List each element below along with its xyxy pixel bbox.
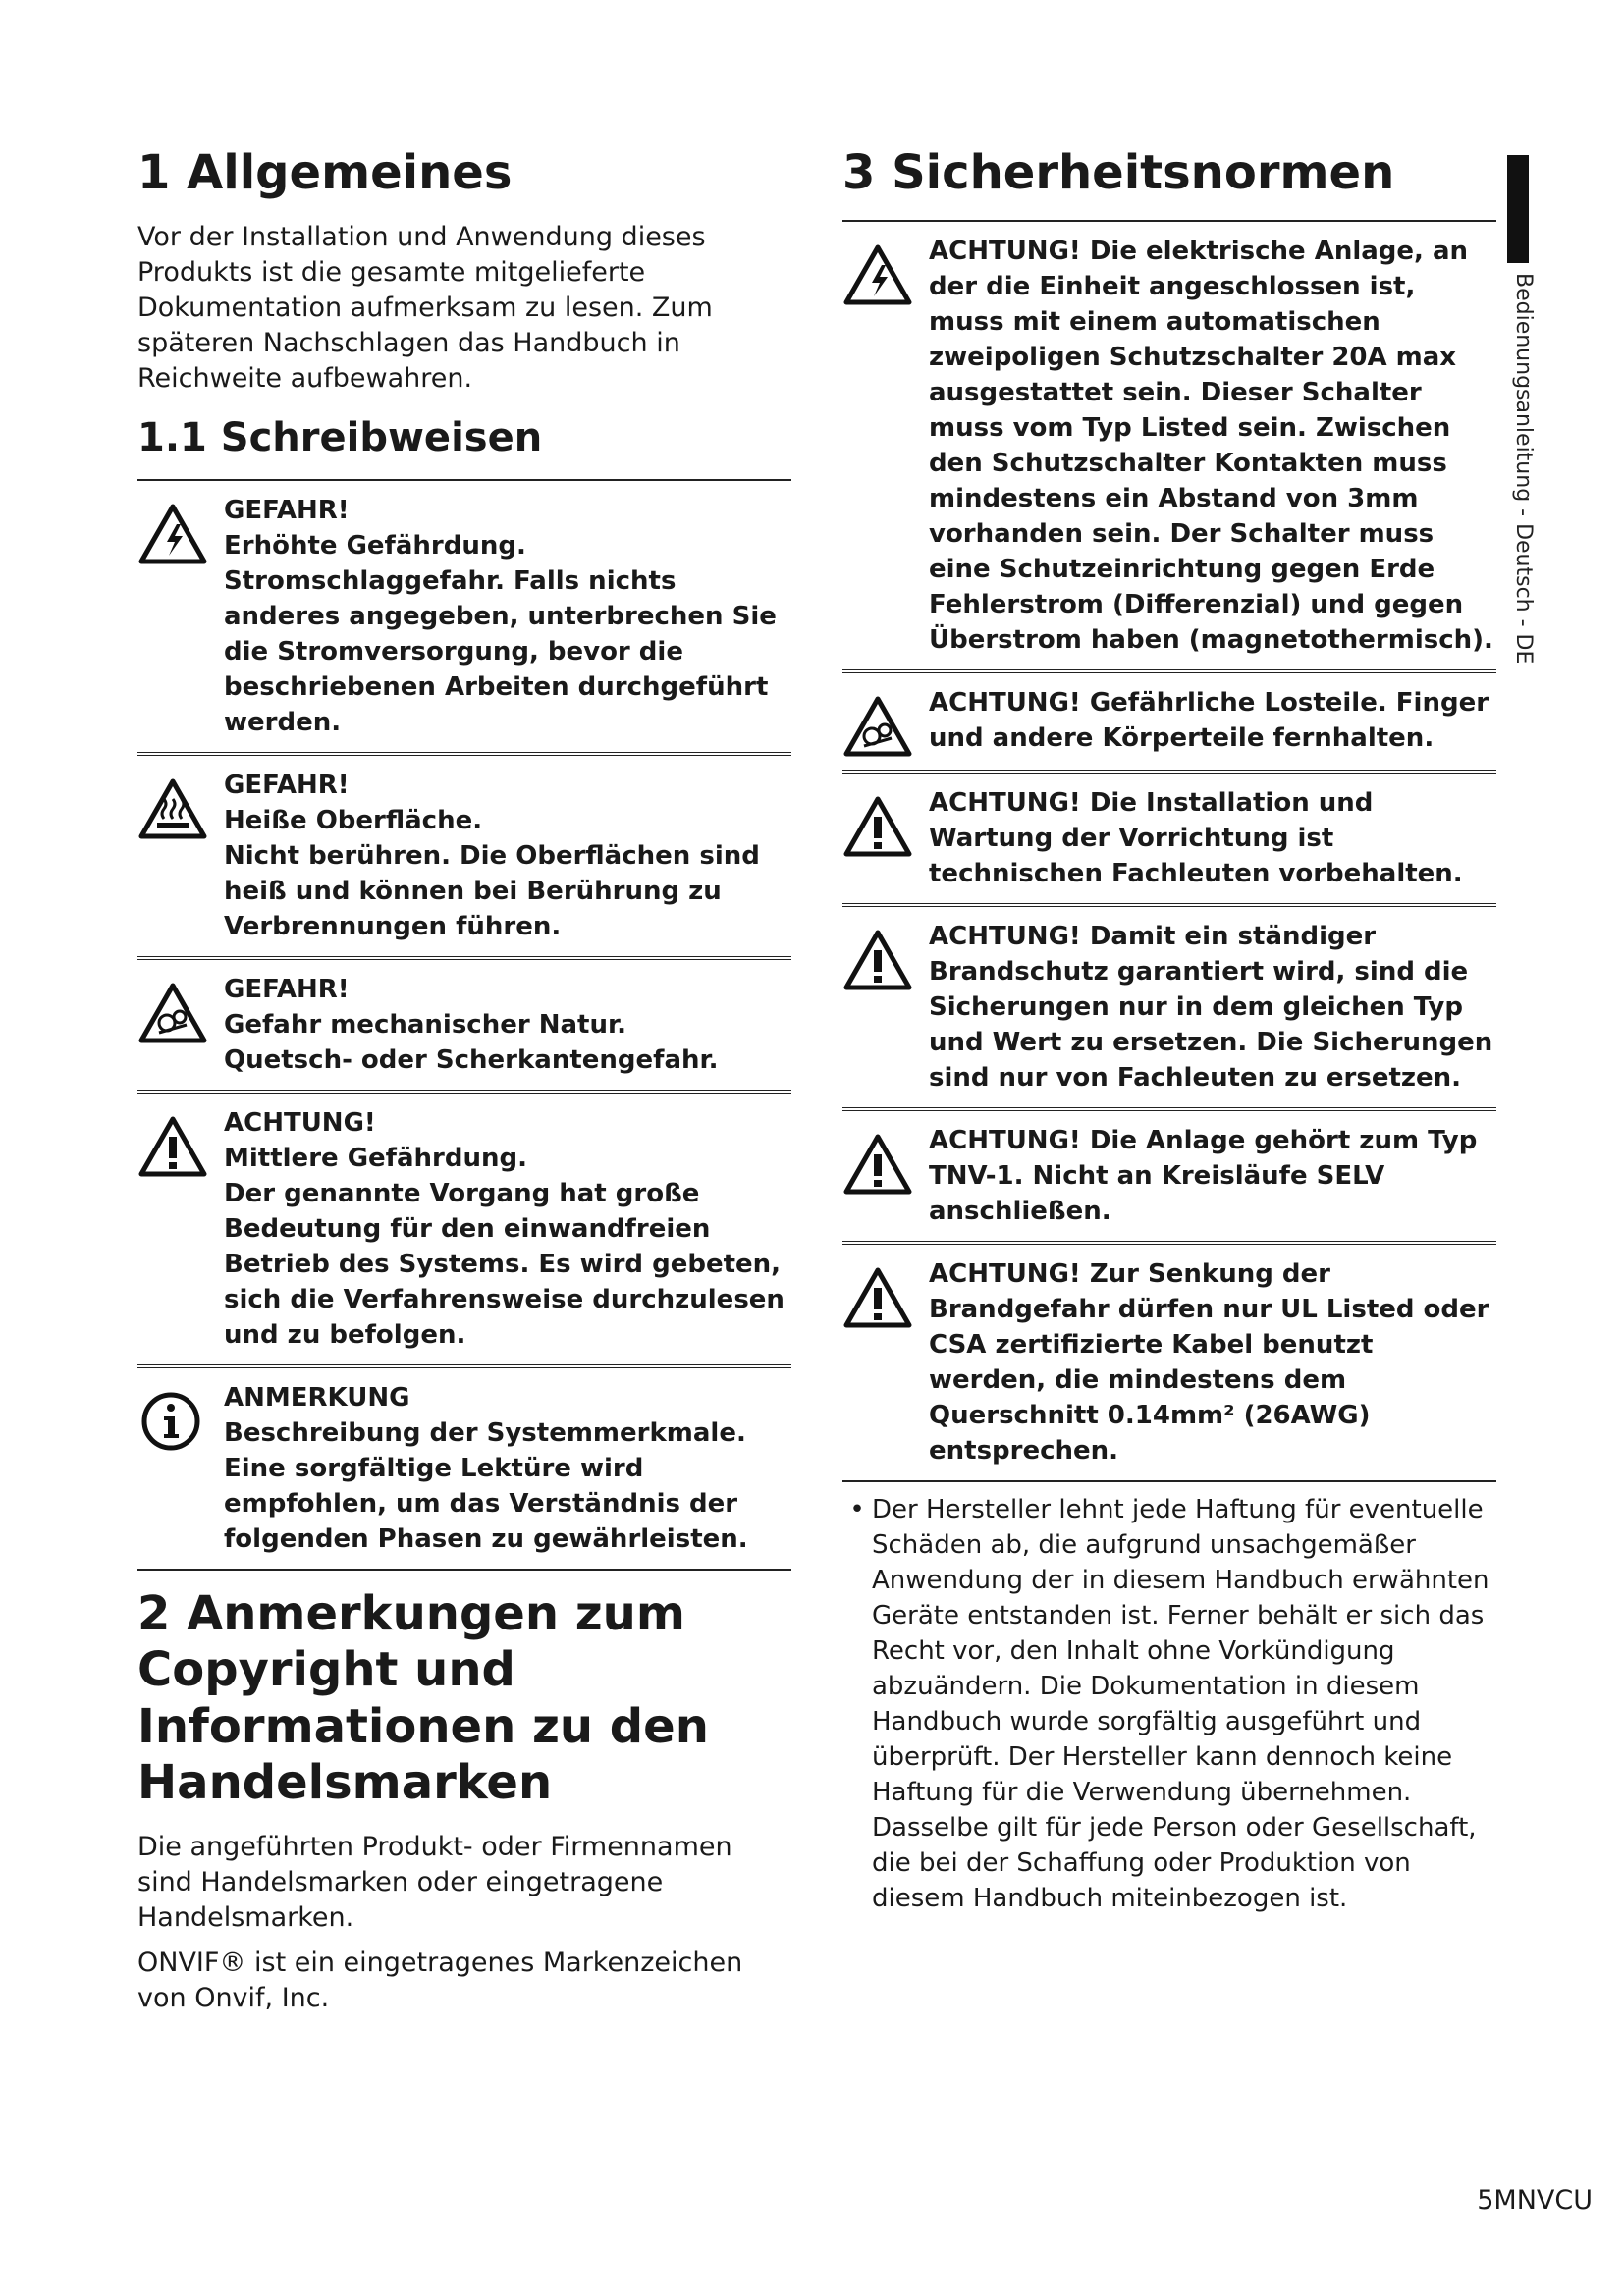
section-1-1-title: 1.1 Schreibweisen [137,414,543,460]
notice-line: Beschreibung der Systemmerkmale. [224,1417,746,1448]
liability-text: Der Hersteller lehnt jede Haftung für eventuelle Schäden ab, die aufgrund unsachgemäßer Anwendung der in diesem Handbuch erwähnten Geräte entstanden ist. Ferner behält er sich das Recht vor, den Inhalt ohne Vorkündigung abzuändern. Die Dokumentation in diesem Handbuch wurde sorgfältig ausgeführt und überprüft. Der Hersteller kann dennoch keine Haftung für die Verwendung übernehmen. Dasselbe gilt für jede Person oder Gesellschaft, die bei der Schaffung oder Produktion von diesem Handbuch miteinbezogen ist. [872,1494,1489,1913]
safety-notice-text: ACHTUNG! Die Anlage gehört zum Typ TNV-1. Nicht an Kreisläufe SELV anschließen. [929,1125,1478,1226]
safety-notice-text: ACHTUNG! Die Installation und Wartung der Vorrichtung ist technischen Fachleuten vorbehalten. [929,787,1463,888]
notice-warning [137,1094,791,1368]
notice-hot-surface [137,756,791,960]
notice-title: ANMERKUNG [224,1382,410,1413]
safety-notice-text: ACHTUNG! Gefährliche Losteile. Finger und andere Körperteile fernhalten. [929,687,1489,753]
safety-notice [842,907,1496,1111]
hot-surface-icon [137,768,224,840]
safety-notice [842,673,1496,774]
section-3-title: 3 Sicherheitsnormen [842,145,1395,200]
safety-notice [842,1111,1496,1245]
notice-line: Mittlere Gefährdung. [224,1143,527,1173]
notice-line: Der genannte Vorgang hat große Bedeutung für den einwandfreien Betrieb des Systems. Es wird gebeten, sich die Verfahrensweise durchzulesen und zu befolgen. [224,1178,785,1350]
safety-notice [842,222,1496,673]
safety-notice-list [842,220,1496,1482]
notice-title: ACHTUNG! [224,1107,376,1138]
side-tab-label: Bedienungsanleitung - Deutsch - DE [1511,273,1536,665]
mechanical-hazard-icon [842,685,929,758]
warning-icon [842,919,929,991]
notice-line: Heiße Oberfläche. [224,805,483,835]
notice-line: Gefahr mechanischer Natur. [224,1009,626,1040]
section-2-paragraph: Die angeführten Produkt- oder Firmennamen sind Handelsmarken oder eingetragene Handelsmarken. [137,1831,732,1933]
right-column [842,145,1496,1916]
notice-title: GEFAHR! [224,770,350,800]
notice-mechanical-hazard [137,960,791,1094]
section-2-title: 2 Anmerkungen zum Copyright und Informationen zu den Handelsmarken [137,1585,709,1811]
warning-icon [842,1256,929,1329]
notice-title: GEFAHR! [224,974,350,1004]
liability-bullet [842,1492,1496,1916]
notice-line: Nicht berühren. Die Oberflächen sind heiß und können bei Berührung zu Verbrennungen führen. [224,840,760,941]
safety-notice-text: ACHTUNG! Die elektrische Anlage, an der die Einheit angeschlossen ist, muss mit einem automatischen zweipoligen Schutzschalter 20A max ausgestattet sein. Dieser Schalter muss vom Typ Listed sein. Zwischen den Schutzschalter Kontakten muss mindestens ein Abstand von 3mm vorhanden sein. Der Schalter muss eine Schutzeinrichtung gegen Erde Fehlerstrom (Differenzial) und gegen Überstrom haben (magnetothermisch). [929,236,1493,655]
left-column [137,145,791,2026]
bullet-icon: • [849,1494,865,1524]
mechanical-hazard-icon [137,972,224,1044]
notice-line: Quetsch- oder Scherkantengefahr. [224,1044,719,1075]
side-tab-bar [1507,155,1529,263]
notice-title: GEFAHR! [224,495,350,525]
safety-notice [842,774,1496,907]
safety-notice-text: ACHTUNG! Zur Senkung der Brandgefahr dürfen nur UL Listed oder CSA zertifizierte Kabel benutzt werden, die mindestens dem Querschnitt 0.14mm² (26AWG) entsprechen. [929,1258,1489,1466]
section-1-title: 1 Allgemeines [137,145,513,200]
notice-line: Erhöhte Gefährdung. [224,530,526,561]
warning-icon [137,1105,224,1178]
notice-line: Stromschlaggefahr. Falls nichts anderes angegeben, unterbrechen Sie die Stromversorgung, bevor die beschriebenen Arbeiten durchgeführt werden. [224,565,777,737]
notice-electric-hazard [137,481,791,756]
notation-list [137,479,791,1571]
info-icon [137,1380,224,1453]
electric-hazard-icon [842,234,929,306]
warning-icon [842,1123,929,1196]
warning-icon [842,785,929,858]
electric-hazard-icon [137,493,224,565]
notice-line: Eine sorgfältige Lektüre wird empfohlen, um das Verständnis der folgenden Phasen zu gewährleisten. [224,1453,748,1554]
side-tab [1506,155,1536,665]
safety-notice-text: ACHTUNG! Damit ein ständiger Brandschutz garantiert wird, sind die Sicherungen nur in dem gleichen Typ und Wert zu ersetzen. Die Sicherungen sind nur von Fachleuten zu ersetzen. [929,921,1493,1093]
section-1-intro: Vor der Installation und Anwendung dieses Produkts ist die gesamte mitgelieferte Dokumentation aufmerksam zu lesen. Zum späteren Nachschlagen das Handbuch in Reichweite aufbewahren. [137,221,713,394]
section-2-paragraph: ONVIF® ist ein eingetragenes Markenzeichen von Onvif, Inc. [137,1947,743,2013]
notice-info [137,1368,791,1571]
page-code: 5MNVCU [1477,2185,1593,2216]
safety-notice [842,1245,1496,1482]
